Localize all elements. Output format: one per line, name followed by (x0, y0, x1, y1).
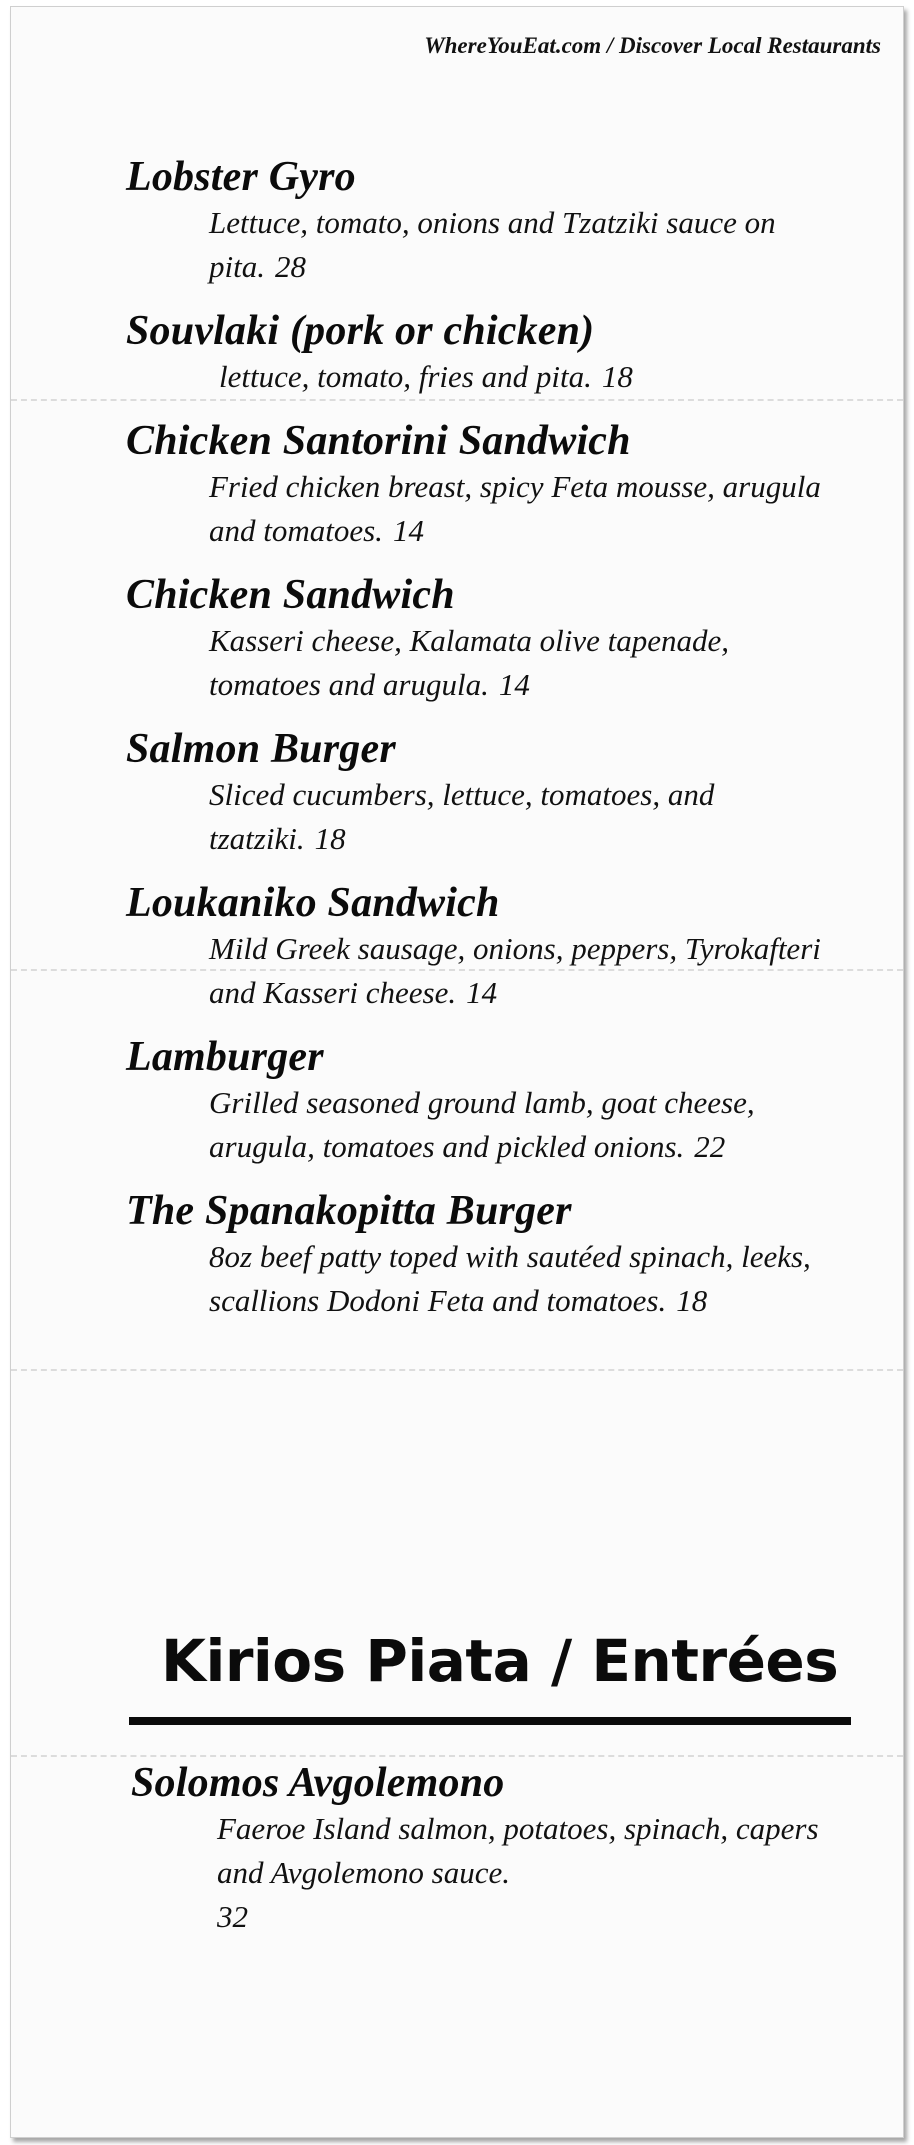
item-description-block (126, 355, 839, 399)
item-description-block (126, 619, 769, 707)
item-price: 18 (314, 821, 346, 856)
item-name: Chicken Santorini Sandwich (126, 418, 631, 464)
section-divider (129, 1717, 851, 1725)
item-name: Lobster Gyro (126, 154, 356, 200)
item-description: 8oz beef patty toped with sautéed spinach, leeks, scallions Dodoni Feta and tomatoes. (209, 1239, 811, 1318)
item-name: The Spanakopitta Burger (126, 1188, 572, 1234)
entree-list (131, 1759, 871, 1957)
item-name: Loukaniko Sandwich (126, 880, 500, 926)
menu-item (126, 879, 866, 1015)
menu-item (126, 571, 866, 707)
item-name: Souvlaki (pork or chicken) (126, 308, 595, 354)
item-description: Kasseri cheese, Kalamata olive tapenade, tomatoes and arugula. (209, 623, 730, 702)
sandwich-list (126, 153, 866, 1341)
menu-item (126, 725, 866, 861)
item-price: 18 (601, 359, 633, 394)
menu-item (126, 307, 866, 399)
menu-item (126, 417, 866, 553)
menu-item (126, 1187, 866, 1323)
item-price: 14 (466, 975, 498, 1010)
item-description-block (131, 1807, 857, 1939)
menu-item (126, 1033, 866, 1169)
menu-item (126, 153, 866, 289)
fold-line (11, 1755, 903, 1757)
item-price: 14 (498, 667, 530, 702)
item-description-block (126, 1081, 829, 1169)
item-description-block (126, 773, 829, 861)
item-price: 22 (694, 1129, 726, 1164)
menu-item (131, 1759, 871, 1939)
item-price: 28 (274, 249, 306, 284)
item-description-block (126, 201, 829, 289)
item-price: 18 (676, 1283, 708, 1318)
item-description: Fried chicken breast, spicy Feta mousse, arugula and tomatoes. (209, 469, 821, 548)
item-description: Sliced cucumbers, lettuce, tomatoes, and tzatziki. (209, 777, 715, 856)
item-description-block (126, 465, 829, 553)
item-name: Solomos Avgolemono (131, 1760, 505, 1806)
item-description: Mild Greek sausage, onions, peppers, Tyrokafteri and Kasseri cheese. (209, 931, 821, 1010)
item-description: Lettuce, tomato, onions and Tzatziki sauce on pita. (209, 205, 776, 284)
fold-line (11, 1369, 903, 1371)
site-banner[interactable]: WhereYouEat.com / Discover Local Restaurants (424, 33, 881, 58)
item-description: Faeroe Island salmon, potatoes, spinach, capers and Avgolemono sauce. (217, 1811, 819, 1890)
item-price: 32 (217, 1899, 248, 1934)
item-name: Chicken Sandwich (126, 572, 455, 618)
menu-page (10, 6, 904, 2138)
item-description: Grilled seasoned ground lamb, goat cheese, arugula, tomatoes and pickled onions. (209, 1085, 755, 1164)
item-description-block (126, 1235, 829, 1323)
item-description-block (126, 927, 829, 1015)
item-name: Salmon Burger (126, 726, 396, 772)
item-name: Lamburger (126, 1034, 324, 1080)
item-description: lettuce, tomato, fries and pita. (219, 359, 592, 394)
item-price: 14 (392, 513, 424, 548)
section-heading-entrees: Kirios Piata / Entrées (161, 1627, 839, 1695)
